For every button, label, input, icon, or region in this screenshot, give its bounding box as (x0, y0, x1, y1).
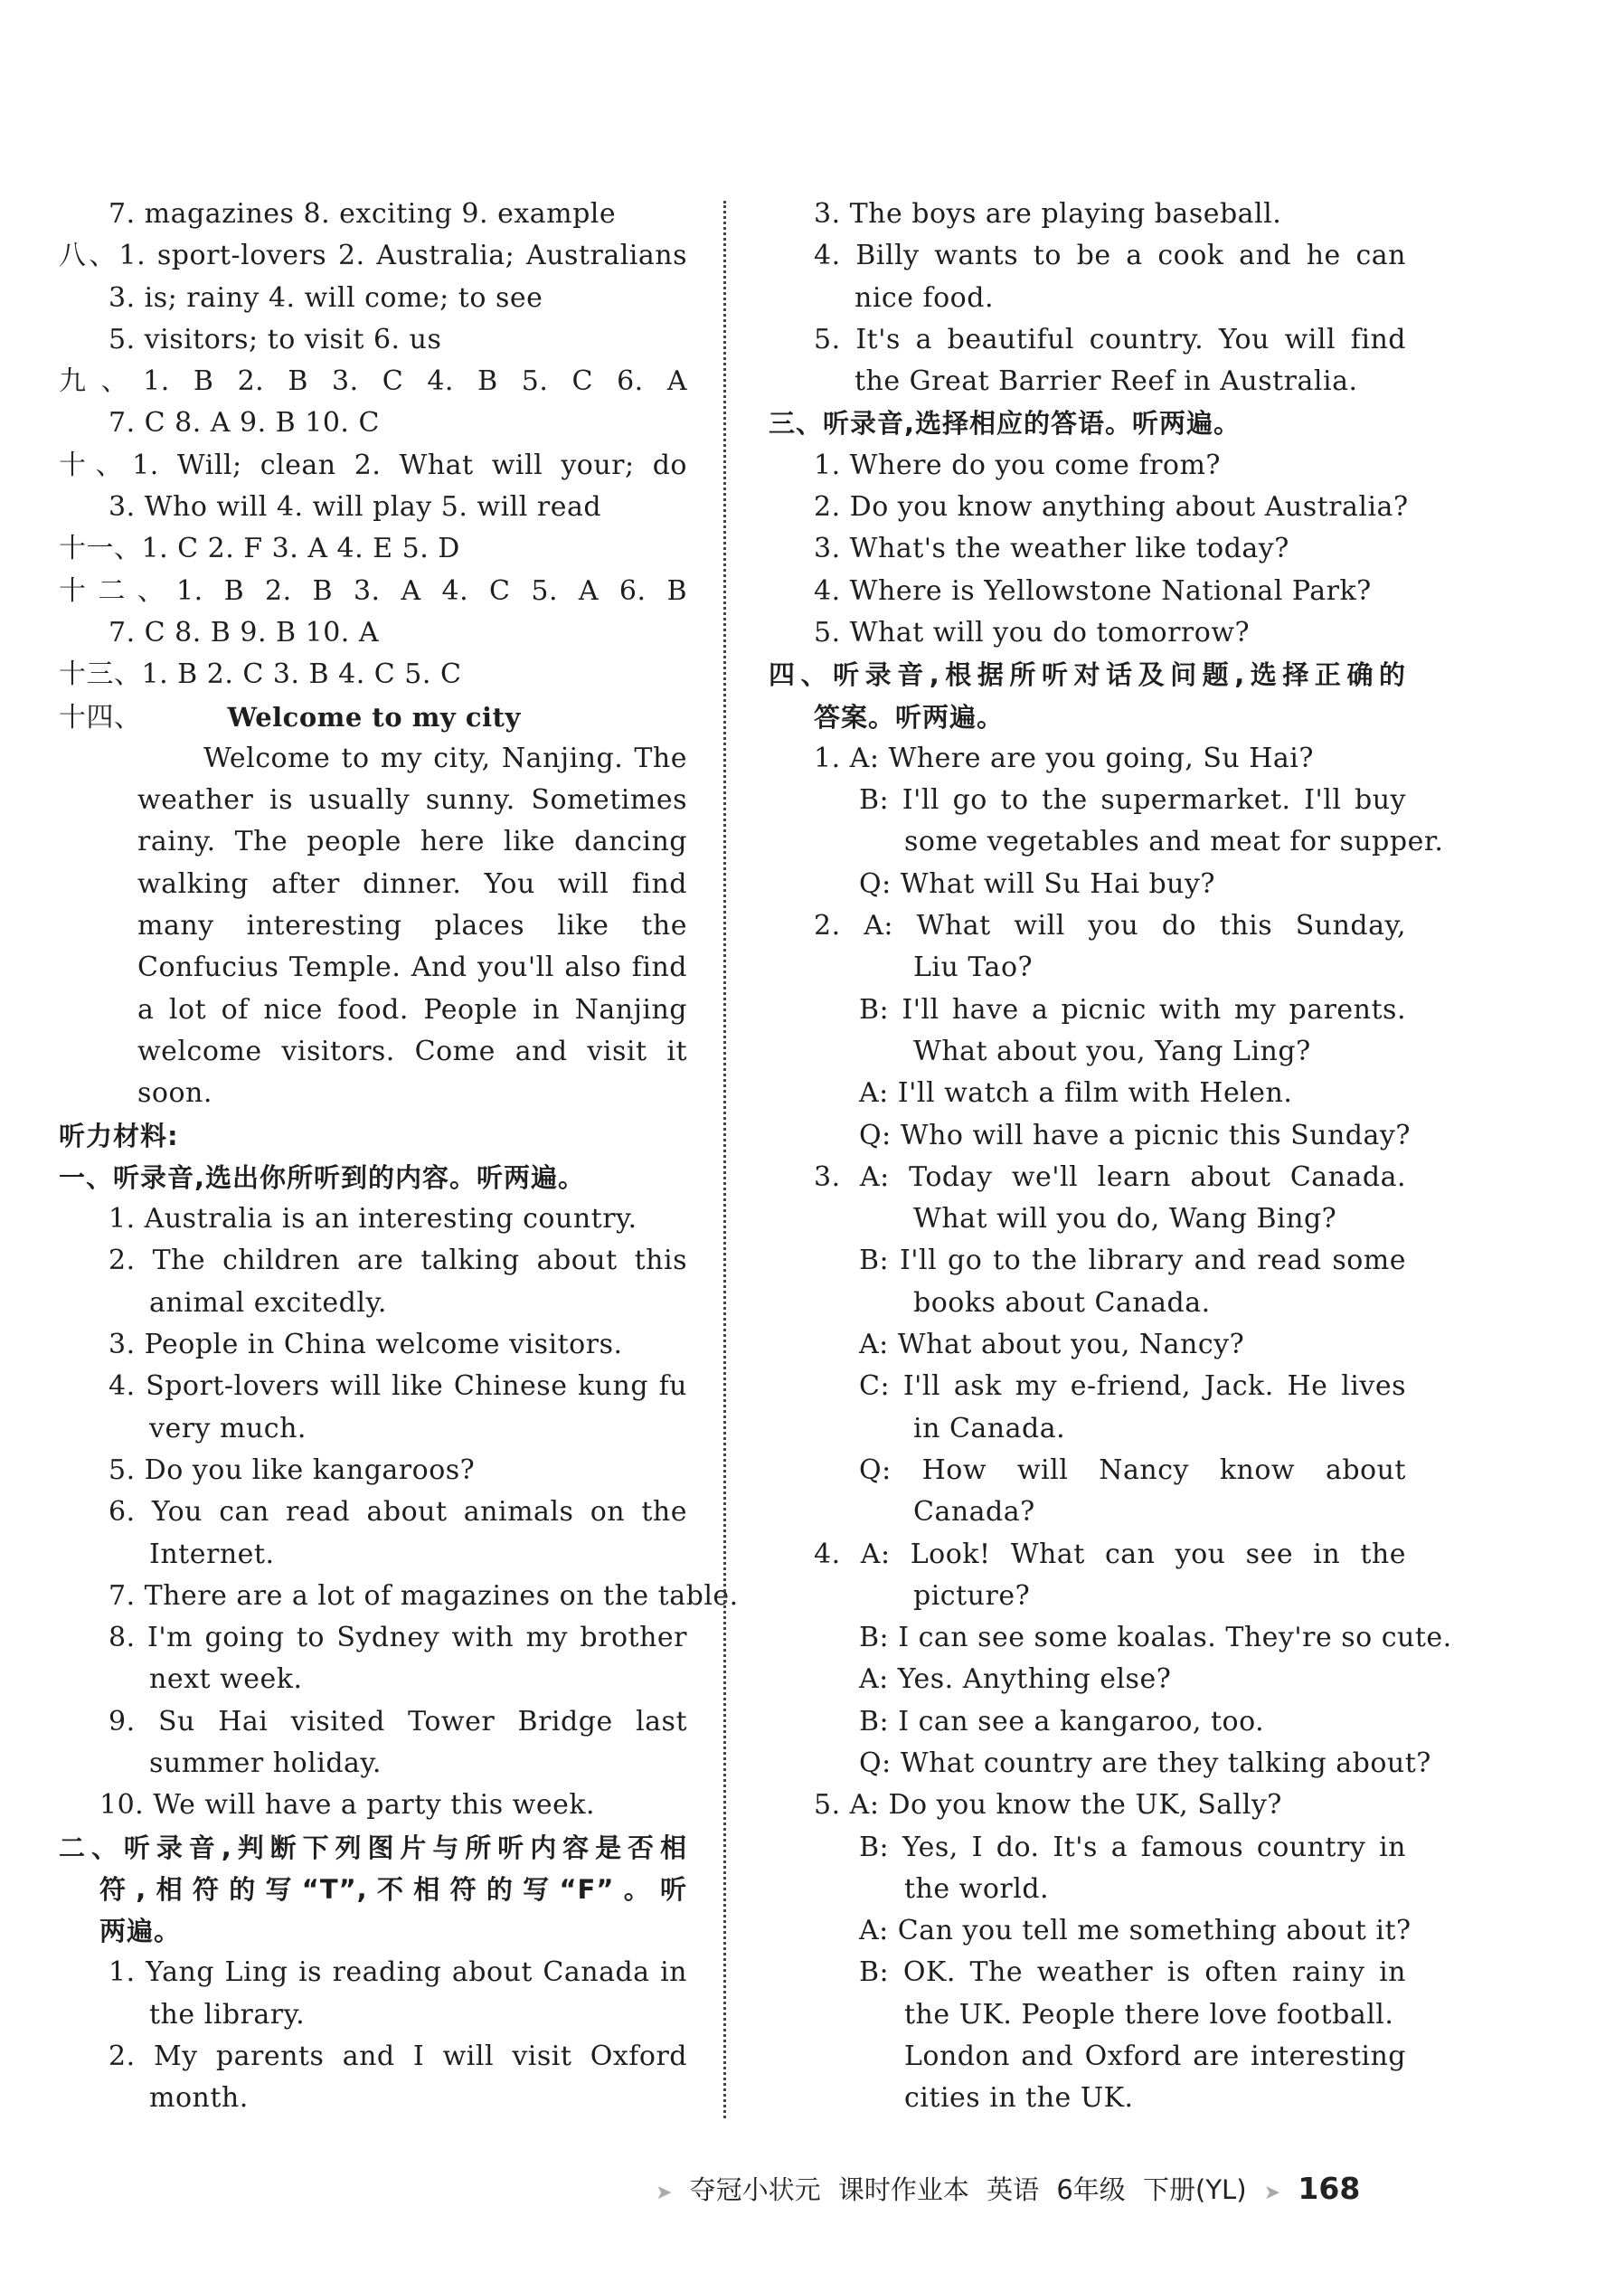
line-text: B: I'll have a picnic with my parents. (859, 993, 1406, 1026)
text-line (769, 1617, 1452, 1659)
line-text: 1. A: Where are you going, Su Hai? (814, 742, 1314, 774)
line-text: 5. Do you like kangaroos? (109, 1453, 476, 1486)
line-text: cities in the UK. (904, 2082, 1134, 2115)
text-line (99, 1240, 687, 1282)
text-line (99, 2036, 687, 2078)
line-text: B: Yes, I do. It's a famous country in (859, 1831, 1406, 1863)
footer-book: 课时作业本 (837, 2174, 969, 2205)
text-line (769, 1827, 1406, 1869)
line-text: 9. Su Hai visited Tower Bridge last (109, 1705, 687, 1738)
text-line (99, 2078, 687, 2119)
line-text: 3. is; rainy 4. will come; to see (109, 281, 543, 314)
line-text: nice food. (854, 281, 994, 314)
line-text: 符,相符的写“T”,不相符的写“F”。听 (99, 1873, 687, 1905)
section-heading (769, 402, 1406, 444)
text-line (99, 194, 687, 235)
line-text: the Great Barrier Reef in Australia. (854, 365, 1358, 398)
line-text: 3. A: Today we'll learn about Canada. (814, 1160, 1406, 1193)
text-line (769, 612, 1406, 654)
text-line (59, 361, 687, 402)
footer-grade: 6年级 (1056, 2174, 1126, 2205)
text-line (769, 1031, 1406, 1073)
text-line (99, 1491, 687, 1533)
line-text: B: OK. The weather is often rainy in (859, 1956, 1406, 1989)
text-line (769, 1994, 1406, 2036)
text-line (99, 319, 687, 361)
text-line (769, 1869, 1406, 1910)
text-line (769, 319, 1406, 361)
line-text: Internet. (149, 1538, 275, 1570)
line-text: Q: Who will have a picnic this Sunday? (859, 1119, 1411, 1151)
text-line (769, 235, 1406, 277)
section-heading (99, 1869, 687, 1910)
text-line (99, 1408, 687, 1450)
line-text: 九、1. B 2. B 3. C 4. B 5. C 6. A (59, 365, 687, 398)
line-text: Q: What country are they talking about? (859, 1747, 1431, 1779)
line-text: welcome visitors. Come and visit it (137, 1035, 687, 1067)
text-line (99, 1576, 739, 1617)
line-text: animal excitedly. (149, 1286, 387, 1319)
text-line (59, 445, 687, 487)
line-text: 7. C 8. B 9. B 10. A (109, 616, 380, 649)
text-line (769, 2036, 1406, 2078)
text-line (769, 1785, 1406, 1826)
line-text: 1. Australia is an interesting country. (109, 1203, 637, 1236)
text-line (769, 1408, 1406, 1450)
line-text: 十二、1. B 2. B 3. A 4. C 5. A 6. B (59, 574, 687, 607)
text-line (99, 780, 687, 821)
line-text: 十一、1. C 2. F 3. A 4. E 5. D (59, 533, 460, 565)
line-text: 1. Where do you come from? (814, 449, 1222, 481)
line-text: 2. Do you know anything about Australia? (814, 491, 1409, 524)
right-column (769, 194, 1452, 2120)
text-line (99, 1366, 687, 1407)
left-column (59, 194, 739, 2120)
line-text: in Canada. (913, 1412, 1066, 1444)
text-line (769, 528, 1406, 570)
line-text: the library. (149, 1998, 306, 2031)
line-text: A: Yes. Anything else? (859, 1663, 1172, 1696)
line-text: 一、听录音,选出你所听到的内容。听两遍。 (59, 1161, 586, 1193)
text-line (769, 1324, 1406, 1366)
column-divider (723, 201, 726, 2118)
text-line (769, 1491, 1406, 1533)
text-line (99, 1785, 687, 1826)
text-line (769, 2078, 1406, 2119)
line-text: 2. My parents and I will visit Oxford (109, 2041, 687, 2073)
line-text: 2. The children are talking about this (109, 1245, 687, 1277)
text-line (769, 864, 1406, 905)
line-text: 7. There are a lot of magazines on the table. (109, 1579, 739, 1612)
text-line (769, 194, 1406, 235)
line-text: summer holiday. (149, 1747, 382, 1779)
line-text: 7. magazines 8. exciting 9. example (109, 198, 617, 230)
line-text: some vegetables and meat for supper. (904, 826, 1444, 858)
line-text: 十、1. Will; clean 2. What will your; do (59, 449, 687, 481)
line-text: 4. Where is Yellowstone National Park? (814, 574, 1372, 607)
text-line (769, 738, 1406, 780)
line-text: 3. What's the weather like today? (814, 533, 1289, 565)
text-line (59, 696, 687, 738)
line-text: London and Oxford are interesting (904, 2041, 1406, 2073)
footer-term: 下册(YL) (1143, 2174, 1247, 2205)
text-line (769, 821, 1444, 863)
line-text: 四、听录音,根据所听对话及问题,选择正确的 (769, 659, 1406, 691)
text-line (769, 487, 1409, 528)
text-line (99, 1031, 687, 1073)
text-line (769, 1157, 1406, 1198)
text-line (769, 947, 1406, 989)
text-line (769, 1952, 1406, 1993)
page-number: 168 (1298, 2171, 1361, 2206)
line-text: picture? (913, 1579, 1031, 1612)
line-text: 听力材料: (59, 1120, 179, 1151)
line-text: Confucius Temple. And you'll also find (137, 952, 687, 984)
line-text: 4. A: Look! What can you see in the (814, 1538, 1406, 1570)
page-footer (656, 2166, 1369, 2211)
text-line (769, 278, 1406, 319)
line-text: next week. (149, 1663, 303, 1696)
text-line (769, 1659, 1406, 1700)
text-line (99, 1283, 687, 1324)
line-text: A: What about you, Nancy? (859, 1329, 1245, 1361)
text-line (99, 738, 687, 780)
line-text: rainy. The people here like dancing (137, 826, 687, 858)
section-heading (99, 1910, 687, 1952)
line-text: Welcome to my city, Nanjing. The (203, 742, 687, 774)
footer-subject: 英语 (987, 2174, 1040, 2205)
line-text: 两遍。 (99, 1916, 182, 1947)
text-line (99, 1324, 687, 1366)
text-line (99, 864, 687, 905)
text-line (59, 528, 687, 570)
passage-title: Welcome to my city (227, 701, 521, 733)
line-text: 3. People in China welcome visitors. (109, 1329, 623, 1361)
triangle-icon: ➤ (656, 2182, 673, 2204)
section-heading (59, 1157, 687, 1198)
line-text: 4. Billy wants to be a cook and he can (814, 240, 1406, 272)
line-text: 7. C 8. A 9. B 10. C (109, 407, 380, 440)
line-text: weather is usually sunny. Sometimes (137, 784, 687, 817)
line-text: 二、听录音,判断下列图片与所听内容是否相 (59, 1832, 687, 1863)
text-line (99, 1994, 687, 2036)
line-text: What about you, Yang Ling? (913, 1035, 1311, 1067)
line-text: A: Can you tell me something about it? (859, 1915, 1412, 1947)
line-text: C: I'll ask my e-friend, Jack. He lives (859, 1370, 1406, 1403)
text-line (769, 780, 1406, 821)
line-text: the world. (904, 1872, 1050, 1905)
section-heading (59, 1827, 687, 1869)
text-line (99, 1450, 687, 1491)
line-text: 5. What will you do tomorrow? (814, 616, 1251, 649)
text-line (99, 1743, 687, 1785)
line-text: 答案。听两遍。 (814, 701, 1005, 733)
text-line (769, 1240, 1406, 1282)
text-line (99, 278, 687, 319)
line-text: B: I can see a kangaroo, too. (859, 1705, 1265, 1738)
text-line (769, 905, 1406, 947)
text-line (769, 361, 1406, 402)
line-text: Q: How will Nancy know about (859, 1453, 1406, 1486)
text-line (769, 1450, 1406, 1491)
text-line (99, 487, 687, 528)
text-line (99, 1952, 687, 1993)
line-text: B: I'll go to the library and read some (859, 1245, 1406, 1277)
line-text: many interesting places like the (137, 910, 687, 942)
text-line (99, 1073, 687, 1114)
line-text: very much. (149, 1412, 307, 1444)
text-line (769, 1115, 1411, 1157)
line-text: B: I'll go to the supermarket. I'll buy (859, 784, 1406, 817)
text-line (59, 235, 687, 277)
text-line (59, 654, 687, 696)
text-line (99, 612, 687, 654)
text-line (769, 445, 1406, 487)
line-text: 6. You can read about animals on the (109, 1496, 687, 1529)
text-line (769, 1534, 1406, 1576)
line-text: the UK. People there love football. (904, 1998, 1394, 2031)
line-text: A: I'll watch a film with Helen. (859, 1077, 1293, 1110)
line-text: 2. A: What will you do this Sunday, (814, 910, 1406, 942)
line-text: soon. (137, 1077, 212, 1110)
line-text: walking after dinner. You will find (137, 867, 687, 900)
text-line (99, 905, 687, 947)
line-text: 3. The boys are playing baseball. (814, 198, 1282, 230)
line-text: 十三、1. B 2. C 3. B 4. C 5. C (59, 658, 462, 691)
text-line (99, 947, 687, 989)
text-line (769, 1366, 1406, 1407)
text-line (769, 1198, 1406, 1240)
text-line (99, 1701, 687, 1743)
line-text: 3. Who will 4. will play 5. will read (109, 491, 602, 524)
text-line (59, 571, 687, 612)
text-line (769, 1283, 1406, 1324)
text-line (769, 571, 1406, 612)
triangle-icon: ➤ (1263, 2182, 1281, 2204)
text-line (99, 1534, 687, 1576)
text-line (769, 1576, 1406, 1617)
line-text: books about Canada. (913, 1286, 1211, 1319)
line-text: What will you do, Wang Bing? (913, 1203, 1337, 1236)
section-heading (769, 696, 1406, 738)
text-line (769, 1743, 1431, 1785)
text-line (99, 1617, 687, 1659)
line-text: Q: What will Su Hai buy? (859, 867, 1216, 900)
line-text: 三、听录音,选择相应的答语。听两遍。 (769, 408, 1242, 440)
line-text: 10. We will have a party this week. (99, 1789, 596, 1822)
text-line (769, 1910, 1412, 1952)
line-text: 5. It's a beautiful country. You will find (814, 323, 1406, 355)
line-text: 4. Sport-lovers will like Chinese kung fu (109, 1370, 687, 1403)
text-line (99, 402, 687, 444)
line-text: 5. A: Do you know the UK, Sally? (814, 1789, 1282, 1822)
line-text: 8. I'm going to Sydney with my brother (109, 1622, 687, 1654)
footer-brand: 夺冠小状元 (689, 2174, 821, 2205)
line-text: month. (149, 2082, 249, 2115)
text-line (99, 821, 687, 863)
line-text: Canada? (913, 1496, 1035, 1529)
line-text: 八、1. sport-lovers 2. Australia; Australians (59, 240, 687, 272)
section-heading (59, 1115, 687, 1157)
line-text: 5. visitors; to visit 6. us (109, 323, 442, 355)
text-line (99, 1659, 687, 1700)
line-text: B: I can see some koalas. They're so cute. (859, 1622, 1452, 1654)
line-text: Liu Tao? (913, 952, 1034, 984)
text-line (769, 1701, 1406, 1743)
line-text: 1. Yang Ling is reading about Canada in (109, 1956, 687, 1989)
text-line (99, 1198, 687, 1240)
text-line (769, 1073, 1406, 1114)
line-text: a lot of nice food. People in Nanjing (137, 993, 687, 1026)
line-text: 十四、 (59, 701, 142, 734)
text-line (99, 989, 687, 1031)
section-heading (769, 654, 1406, 696)
text-line (769, 989, 1406, 1031)
